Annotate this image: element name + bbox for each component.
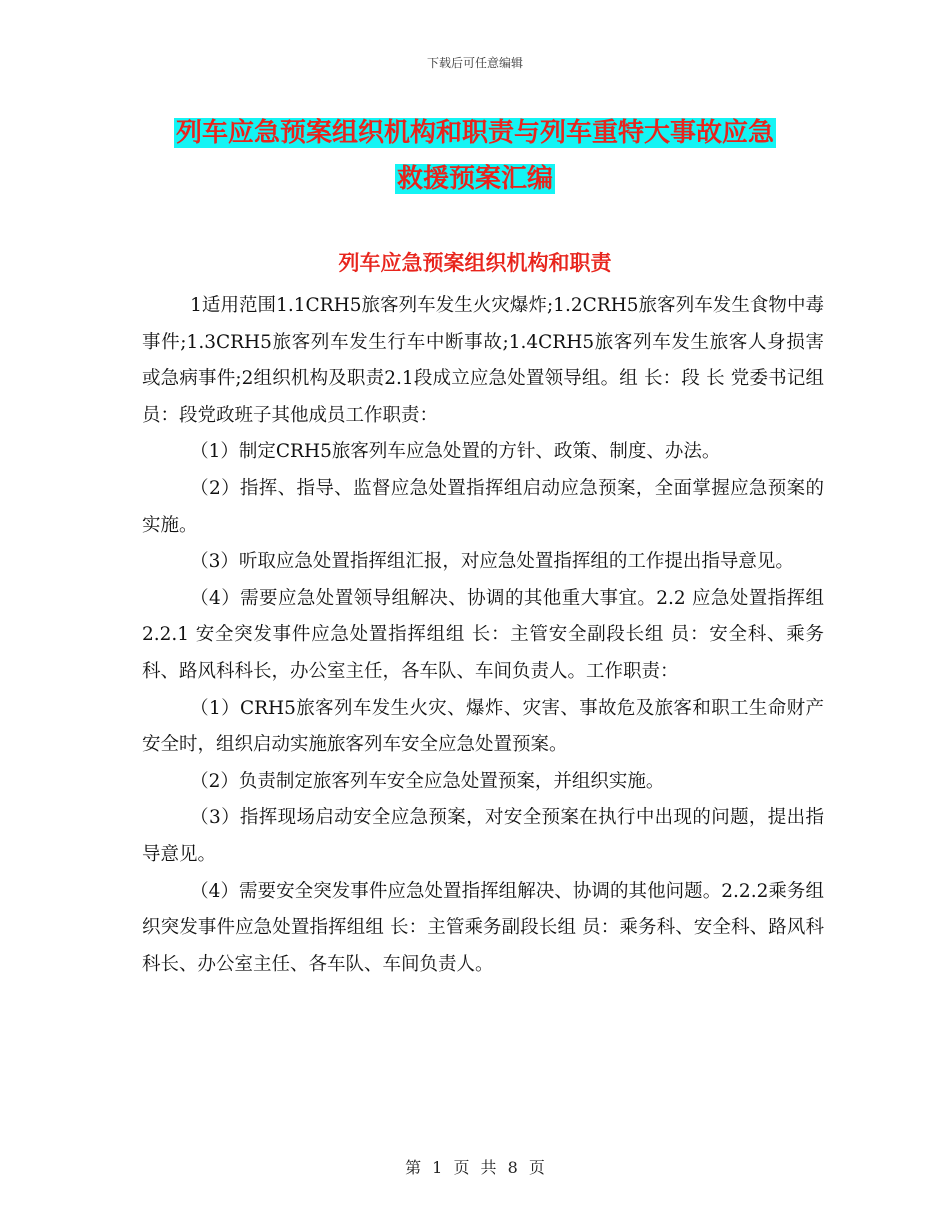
paragraph: （3）指挥现场启动安全应急预案，对安全预案在执行中出现的问题，提出指导意见。 xyxy=(142,807,824,865)
page-number: 第 1 页 共 8 页 xyxy=(405,1158,545,1177)
document-title-line1: 列车应急预案组织机构和职责与列车重特大事故应急 xyxy=(175,118,774,148)
paragraph: 1适用范围1.1CRH5旅客列车发生火灾爆炸;1.2CRH5旅客列车发生食物中毒事件;1.3CRH5旅客列车发生行车中断事故;1.4CRH5旅客列车发生旅客人身损害或急病事件;2组织机构及职责2.1段成立应急处置领导组。组 长：段 长 党委书记组 员：段党政班子其他成员工作职责： xyxy=(142,295,824,426)
document-title-line2: 救援预案汇编 xyxy=(396,164,553,194)
paragraph: （2）指挥、指导、监督应急处置指挥组启动应急预案，全面掌握应急预案的实施。 xyxy=(142,477,824,536)
page-header-note: 下载后可任意编辑 xyxy=(426,56,523,70)
document-body xyxy=(142,288,824,983)
section-title: 列车应急预案组织机构和职责 xyxy=(338,251,612,275)
paragraph: （3）听取应急处置指挥组汇报，对应急处置指挥组的工作提出指导意见。 xyxy=(190,551,794,573)
paragraph: （2）负责制定旅客列车安全应急处置预案，并组织实施。 xyxy=(190,770,665,792)
paragraph: （1）制定CRH5旅客列车应急处置的方针、政策、制度、办法。 xyxy=(190,441,721,463)
paragraph: （4）需要安全突发事件应急处置指挥组解决、协调的其他问题。2.2.2乘务组织突发事件应急处置指挥组组 长：主管乘务副段长组 员：乘务科、安全科、路风科科长、办公室主任、各车队、车间负责人。 xyxy=(142,880,824,975)
paragraph: （1）CRH5旅客列车发生火灾、爆炸、灾害、事故危及旅客和职工生命财产安全时，组织启动实施旅客列车安全应急处置预案。 xyxy=(142,697,824,756)
paragraph: （4）需要应急处置领导组解决、协调的其他重大事宜。2.2 应急处置指挥组2.2.1 安全突发事件应急处置指挥组组 长：主管安全副段长组 员：安全科、乘务科、路风科科长，办公室主任，各车队、车间负责人。工作职责： xyxy=(142,587,824,682)
document-title xyxy=(150,110,800,202)
